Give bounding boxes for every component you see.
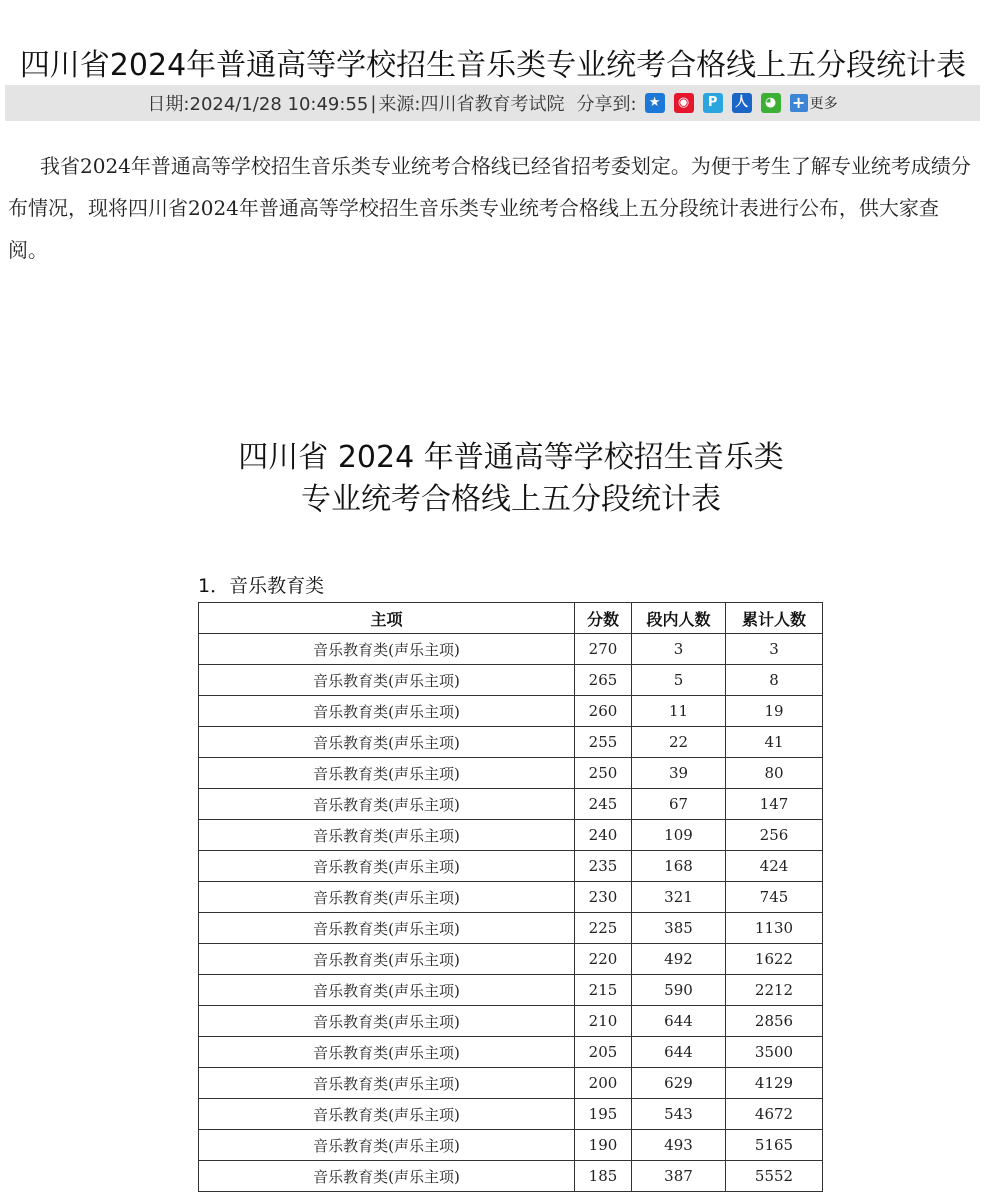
cell-score: 225 <box>575 913 632 944</box>
cell-major: 音乐教育类(声乐主项) <box>199 789 575 820</box>
cell-cumulative-count: 147 <box>726 789 823 820</box>
cell-cumulative-count: 256 <box>726 820 823 851</box>
cell-score: 210 <box>575 1006 632 1037</box>
column-header-score: 分数 <box>575 603 632 634</box>
column-header-cumulative-count: 累计人数 <box>726 603 823 634</box>
cell-cumulative-count: 1622 <box>726 944 823 975</box>
table-row <box>199 1161 823 1192</box>
cell-score: 270 <box>575 634 632 665</box>
score-statistics-table <box>198 602 823 1192</box>
document-title-line-1: 四川省 2024 年普通高等学校招生音乐类 <box>238 440 784 475</box>
cell-score: 200 <box>575 1068 632 1099</box>
cell-cumulative-count: 4672 <box>726 1099 823 1130</box>
cell-segment-count: 493 <box>632 1130 726 1161</box>
cell-segment-count: 5 <box>632 665 726 696</box>
table-row <box>199 820 823 851</box>
plus-icon: + <box>790 94 808 112</box>
cell-score: 195 <box>575 1099 632 1130</box>
table-row <box>199 634 823 665</box>
table-row <box>199 665 823 696</box>
document-title <box>0 437 986 521</box>
table-row <box>199 789 823 820</box>
article-meta-bar <box>5 85 980 121</box>
cell-segment-count: 492 <box>632 944 726 975</box>
cell-segment-count: 3 <box>632 634 726 665</box>
cell-cumulative-count: 3500 <box>726 1037 823 1068</box>
cell-major: 音乐教育类(声乐主项) <box>199 1099 575 1130</box>
cell-major: 音乐教育类(声乐主项) <box>199 820 575 851</box>
cell-cumulative-count: 3 <box>726 634 823 665</box>
cell-score: 260 <box>575 696 632 727</box>
cell-cumulative-count: 2212 <box>726 975 823 1006</box>
cell-major: 音乐教育类(声乐主项) <box>199 758 575 789</box>
share-more-button[interactable] <box>790 93 838 113</box>
cell-cumulative-count: 5165 <box>726 1130 823 1161</box>
table-row <box>199 851 823 882</box>
cell-segment-count: 629 <box>632 1068 726 1099</box>
table-header-row <box>199 603 823 634</box>
cell-major: 音乐教育类(声乐主项) <box>199 727 575 758</box>
share-icons <box>645 93 790 113</box>
table-row <box>199 696 823 727</box>
cell-cumulative-count: 424 <box>726 851 823 882</box>
cell-score: 250 <box>575 758 632 789</box>
cell-segment-count: 590 <box>632 975 726 1006</box>
cell-segment-count: 168 <box>632 851 726 882</box>
cell-cumulative-count: 5552 <box>726 1161 823 1192</box>
cell-segment-count: 11 <box>632 696 726 727</box>
cell-cumulative-count: 41 <box>726 727 823 758</box>
table-row <box>199 1006 823 1037</box>
cell-score: 230 <box>575 882 632 913</box>
weibo-icon[interactable]: ◉ <box>674 93 694 113</box>
cell-cumulative-count: 80 <box>726 758 823 789</box>
cell-segment-count: 387 <box>632 1161 726 1192</box>
cell-major: 音乐教育类(声乐主项) <box>199 1068 575 1099</box>
cell-cumulative-count: 4129 <box>726 1068 823 1099</box>
table-row <box>199 1099 823 1130</box>
wechat-icon[interactable]: ◕ <box>761 93 781 113</box>
cell-score: 220 <box>575 944 632 975</box>
cell-major: 音乐教育类(声乐主项) <box>199 944 575 975</box>
cell-major: 音乐教育类(声乐主项) <box>199 913 575 944</box>
intro-paragraph: 我省2024年普通高等学校招生音乐类专业统考合格线已经省招考委划定。为便于考生了解专业统考成绩分布情况，现将四川省2024年普通高等学校招生音乐类专业统考合格线上五分段统计表进行公布，供大家查阅。 <box>8 154 971 262</box>
cell-segment-count: 644 <box>632 1006 726 1037</box>
publish-date: 日期:2024/1/28 10:49:55 <box>147 94 369 115</box>
table-row <box>199 913 823 944</box>
article-source: 来源:四川省教育考试院 <box>378 94 565 115</box>
table-row <box>199 1130 823 1161</box>
cell-score: 255 <box>575 727 632 758</box>
cell-score: 215 <box>575 975 632 1006</box>
section-heading-music-education: 1．音乐教育类 <box>198 575 325 597</box>
cell-score: 185 <box>575 1161 632 1192</box>
cell-major: 音乐教育类(声乐主项) <box>199 851 575 882</box>
cell-score: 235 <box>575 851 632 882</box>
cell-segment-count: 321 <box>632 882 726 913</box>
renren-icon[interactable]: 人 <box>732 93 752 113</box>
meta-separator: | <box>370 92 377 114</box>
share-label: 分享到: <box>576 94 637 115</box>
table-body <box>199 634 823 1192</box>
cell-major: 音乐教育类(声乐主项) <box>199 634 575 665</box>
cell-score: 190 <box>575 1130 632 1161</box>
cell-major: 音乐教育类(声乐主项) <box>199 1161 575 1192</box>
cell-major: 音乐教育类(声乐主项) <box>199 1037 575 1068</box>
table-row <box>199 727 823 758</box>
cell-cumulative-count: 1130 <box>726 913 823 944</box>
table-row <box>199 944 823 975</box>
document-title-line-2: 专业统考合格线上五分段统计表 <box>301 482 721 517</box>
cell-major: 音乐教育类(声乐主项) <box>199 696 575 727</box>
cell-cumulative-count: 8 <box>726 665 823 696</box>
cell-segment-count: 543 <box>632 1099 726 1130</box>
cell-segment-count: 109 <box>632 820 726 851</box>
cell-score: 205 <box>575 1037 632 1068</box>
tencent-weibo-icon[interactable]: P <box>703 93 723 113</box>
table-row <box>199 758 823 789</box>
cell-cumulative-count: 2856 <box>726 1006 823 1037</box>
cell-score: 245 <box>575 789 632 820</box>
cell-major: 音乐教育类(声乐主项) <box>199 975 575 1006</box>
table-row <box>199 1037 823 1068</box>
qzone-icon[interactable]: ★ <box>645 93 665 113</box>
cell-segment-count: 67 <box>632 789 726 820</box>
cell-major: 音乐教育类(声乐主项) <box>199 1130 575 1161</box>
cell-cumulative-count: 745 <box>726 882 823 913</box>
column-header-major: 主项 <box>199 603 575 634</box>
column-header-segment-count: 段内人数 <box>632 603 726 634</box>
cell-segment-count: 22 <box>632 727 726 758</box>
cell-major: 音乐教育类(声乐主项) <box>199 1006 575 1037</box>
cell-score: 240 <box>575 820 632 851</box>
share-more-label: 更多 <box>809 96 838 112</box>
cell-segment-count: 385 <box>632 913 726 944</box>
cell-major: 音乐教育类(声乐主项) <box>199 882 575 913</box>
table-row <box>199 975 823 1006</box>
cell-score: 265 <box>575 665 632 696</box>
page-title: 四川省2024年普通高等学校招生音乐类专业统考合格线上五分段统计表 <box>19 48 967 84</box>
cell-cumulative-count: 19 <box>726 696 823 727</box>
cell-segment-count: 39 <box>632 758 726 789</box>
table-row <box>199 1068 823 1099</box>
table-row <box>199 882 823 913</box>
cell-segment-count: 644 <box>632 1037 726 1068</box>
cell-major: 音乐教育类(声乐主项) <box>199 665 575 696</box>
